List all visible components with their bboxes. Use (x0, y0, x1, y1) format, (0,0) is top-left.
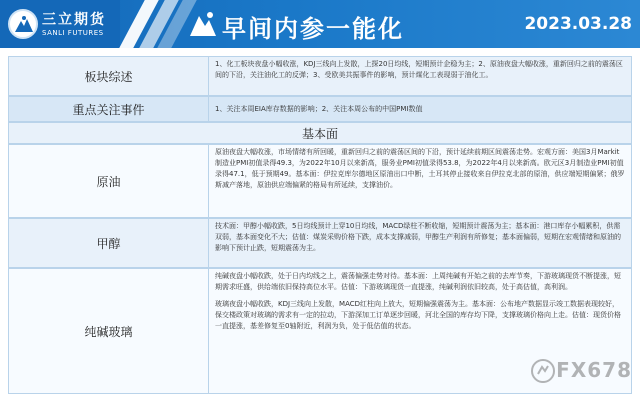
watermark-logo-icon (530, 358, 556, 384)
header-banner (0, 0, 640, 48)
report-date: 2023.03.28 (524, 14, 632, 34)
mountain-icon (188, 10, 218, 38)
watermark: FX678 (556, 358, 632, 382)
mountain-logo-icon (8, 9, 38, 39)
row-label: 甲醇 (9, 219, 209, 267)
page-title: 早间内参一能化 (222, 15, 404, 43)
row-text: 1、化工板块夜盘小幅收涨，KDJ三线向上发散，上探20日均线，短期预计企稳为主；2、原油夜盘大幅收涨，重新回归之前的震荡区间的下沿，关注油化工的反弹；3、受欧美共振事件的影响，预计煤化工表现弱于油化工。 (215, 60, 623, 79)
row-text: 技术面：甲醇小幅收跌，5日均线预计上穿10日均线，MACD绿柱不断收缩，短期预计震荡为主；基本面：港口库存小幅累积，供需双弱，基本面变化不大；估值：煤炭采购价格下跌，成本支撑减弱，甲醇生产利润有所修复；基本面偏弱，短期在宏观情绪和原油的影响下预计止跌，短期震荡为主。 (215, 222, 621, 252)
row-content (209, 57, 631, 95)
table-row (8, 56, 632, 96)
company-name-cn: 三立期货 (42, 12, 106, 28)
row-label: 纯碱玻璃 (9, 269, 209, 393)
row-text: 纯碱夜盘小幅收跌，处于日内均线之上，震荡偏强走势对待。基本面：上周纯碱有开始之前的去库节奏，下游玻璃现货不断提涨，短期需求旺盛，供给端依旧保持高位水平。估值：下游玻璃现货一直提涨，纯碱利润依旧较高，处于高估值，高利润。 (215, 272, 621, 291)
company-name-en: SANLI FUTURES (42, 29, 104, 37)
row-text: 原油夜盘大幅收涨，市场情绪有所回暖，重新回归之前的震荡区间的下沿，预计延续前期区间震荡走势。宏观方面：美国3月Markit制造业PMI初值录得49.3，为2022年10月以来新高，服务业PMI初值录得53.8，为2022年4月以来新高。欧元区3月制造业PMI初值录得47.1，低于预期49。基本面：伊拉克库尔德地区原油出口中断，土耳其停止接收来自伊拉克北部的原油，供应端短期偏紧；俄罗斯减产落地，原油供应端偏紧的格局有所延续，支撑油价。 (215, 148, 625, 189)
row-label: 原油 (9, 145, 209, 217)
row-text: 玻璃夜盘小幅收跌，KDJ三线向上发散，MACD红柱向上放大，短期偏强震荡为主。基本面：公布地产数据显示竣工数据表现较好，保交楼政策对玻璃的需求有一定的拉动，下游深加工订单逐步回暖，河北全国的库存均下降，支撑玻璃价格向上走。估值：现货价格一直提涨，基差修复至0轴附近，利润为负，处于低估值的状态。 (215, 300, 621, 330)
table-row (8, 96, 632, 122)
row-content (209, 219, 631, 267)
logo (0, 0, 120, 48)
table-row (8, 218, 632, 268)
table-row (8, 144, 632, 218)
report-table (8, 56, 632, 394)
row-label: 重点关注事件 (9, 97, 209, 121)
row-content (209, 145, 631, 217)
row-content (209, 97, 631, 121)
row-label: 板块综述 (9, 57, 209, 95)
row-text: 1、关注本周EIA库存数据的影响；2、关注本周公布的中国PMI数值 (215, 104, 423, 113)
section-title: 基本面 (8, 122, 632, 144)
